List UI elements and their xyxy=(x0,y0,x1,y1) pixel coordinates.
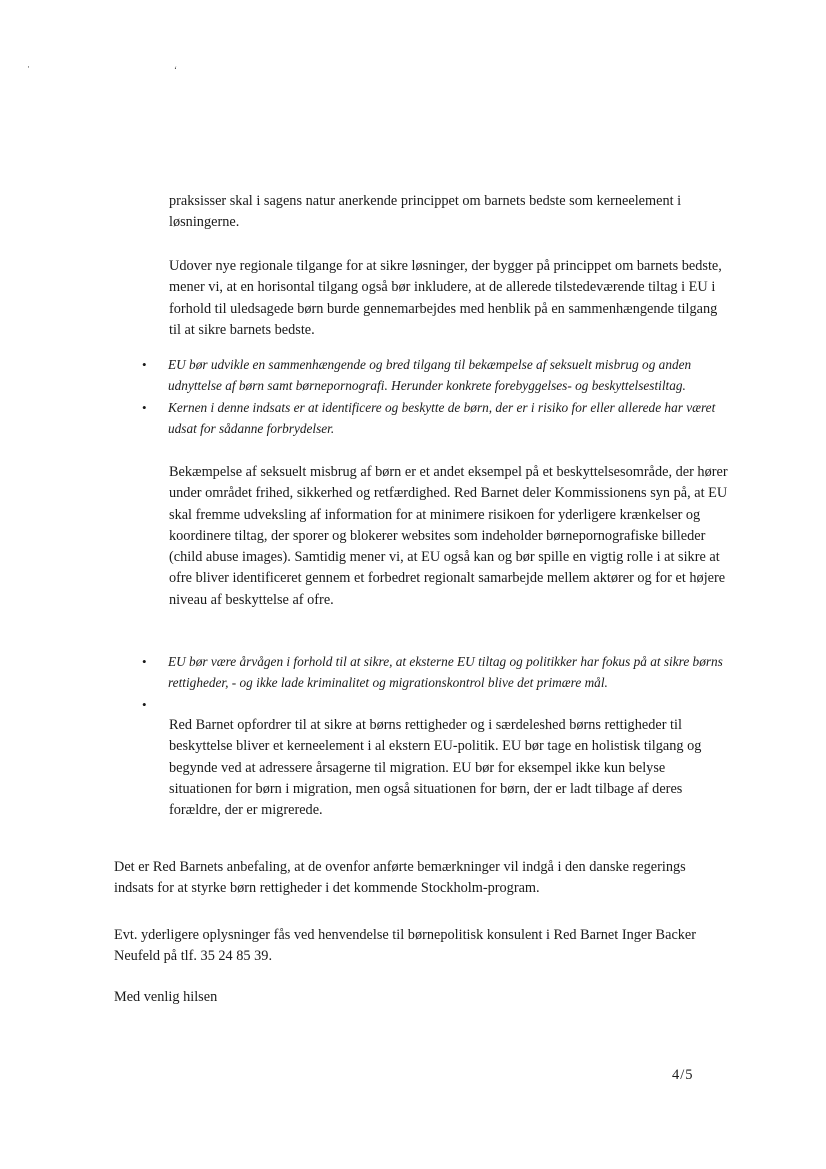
bullet-item xyxy=(139,397,729,440)
paragraph-contact-info: Evt. yderligere oplysninger fås ved henvendelse til børnepolitisk konsulent i Red Barnet Inger Backer Neufeld på tlf. 35 24 85 39. xyxy=(114,927,697,965)
paragraph-recommendation: Det er Red Barnets anbefaling, at de ovenfor anførte bemærkninger vil indgå i den danske regerings indsats for at styrke børn rettigheder i det kommende Stockholm-program. xyxy=(114,859,686,897)
bullet-text: EU bør udvikle en sammenhængende og bred tilgang til bekæmpelse af seksuelt misbrug og anden udnyttelse af børn samt børnepornografi. Herunder konkrete forebyggelses- og beskyttelsestiltag. xyxy=(168,357,692,394)
paragraph-barnets-bedste-continued: praksisser skal i sagens natur anerkende princippet om barnets bedste som kerneelement i løsningerne. xyxy=(169,193,682,231)
bullet-text: EU bør være årvågen i forhold til at sikre, at eksterne EU tiltag og politikker har fokus på at sikre børns rettigheder, - og ikke lade kriminalitet og migrationskontrol blive det primære mål. xyxy=(168,654,723,691)
scan-speck: ʻ xyxy=(174,65,177,75)
bullet-text: Kernen i denne indsats er at identificere og beskytte de børn, der er i risiko for eller allerede har været udsat for sådanne forbrydelser. xyxy=(168,399,716,436)
paragraph-external-eu-policy: Red Barnet opfordrer til at sikre at børns rettigheder og i særdeleshed børns rettigheder til beskyttelse bliver et kerneelement i al ekstern EU-politik. EU bør tage en holistisk tilgang og begynde ved at adressere årsagerne til migration. EU bør for eksempel ikke kun belyse situationen for børn i migration, men også situationen for børn, der er ladt tilbage af deres forældre, der er migrerede. xyxy=(169,717,702,819)
closing-salutation: Med venlig hilsen xyxy=(114,989,218,1005)
paragraph-abuse-protection: Bekæmpelse af seksuelt misbrug af børn er et andet eksempel på et beskyttelsesområde, der hører under området frihed, sikkerhed og retfærdighed. Red Barnet deler Kommissionens syn på, at EU skal fremme udveksling af information for at minimere risikoen for yderligere krænkelser og koordinere tiltag, der sporer og blokerer websites som indeholder børnepornografiske billeder (child abuse images). Samtidig mener vi, at EU også kan og bør spille en vigtig rolle i at sikre at ofre bliver identificeret gennem et forbedret regionalt samarbejde mellem aktører og for et højere niveau af beskyttelse af ofre. xyxy=(169,464,728,608)
bullet-marker: • xyxy=(142,399,147,415)
bullet-marker: • xyxy=(142,696,147,712)
bullet-item xyxy=(139,694,729,715)
bullet-list-external-policy xyxy=(139,651,729,715)
bullet-item xyxy=(139,354,729,397)
bullet-marker: • xyxy=(142,654,147,669)
paragraph-regional-approaches: Udover nye regionale tilgange for at sikre løsninger, der bygger på princippet om barnets bedste, mener vi, at en horisontal tilgang også bør inkludere, at de allerede tilstedeværende tiltag i EU i forhold til uledsagede børn burde gennemarbejdes med henblik på en sammenhængende tilgang til at sikre barnets bedste. xyxy=(169,258,722,338)
bullet-item xyxy=(139,651,729,694)
bullet-list-sexual-abuse xyxy=(139,354,729,439)
page-number: 4/5 xyxy=(672,1067,694,1083)
bullet-marker: • xyxy=(142,357,147,372)
scan-speck: · xyxy=(27,62,30,72)
